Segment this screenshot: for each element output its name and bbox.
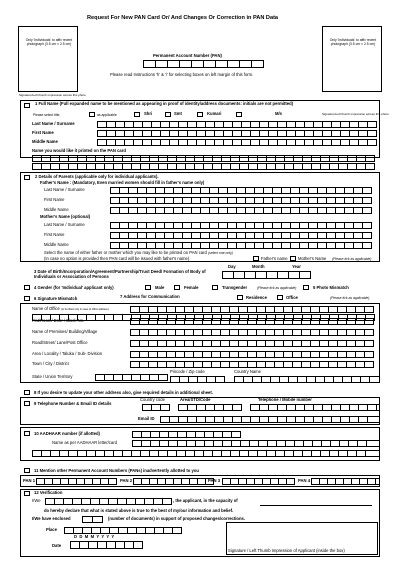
name-of-office-input[interactable] — [130, 306, 379, 313]
gender-male-checkbox[interactable] — [145, 285, 151, 290]
dob-day-label: Day — [228, 264, 236, 269]
office-option: Office — [286, 295, 298, 300]
pan-1-input[interactable] — [36, 478, 116, 485]
residence-checkbox[interactable] — [237, 295, 243, 300]
father-name-option: Father's name — [261, 256, 288, 261]
title-shri-box[interactable] — [134, 112, 140, 117]
area-input[interactable] — [130, 351, 379, 358]
pincode-input[interactable] — [170, 376, 224, 383]
gender-transgender: Transgender — [222, 285, 248, 290]
s1-last-name-label: Last Name / Surname — [32, 121, 75, 126]
section-1-title: 1 Full Name (Full expanded name to be mentioned as appearing in proof of identity/address documents: initials are not permitted) — [35, 101, 294, 106]
dob-month-label: Month — [252, 264, 265, 269]
s1-first-name-label: First Name — [32, 130, 54, 135]
print-name-label: Name you would like it printed on the PAN card — [32, 148, 126, 153]
documents-count-input[interactable] — [82, 516, 102, 523]
mother-first-name-label: First Name — [44, 232, 65, 237]
section-8-checkbox[interactable] — [24, 390, 30, 395]
title-kumari-checkbox[interactable] — [197, 112, 203, 117]
flat-input[interactable] — [130, 318, 379, 325]
area-label: Area / Locality / Taluka / Sub- Division — [32, 351, 103, 356]
mother-last-name-input[interactable] — [110, 222, 379, 229]
pan-3-label: PAN 3 — [208, 478, 221, 483]
title-kumari: Kumari — [207, 111, 222, 116]
print-name-input-2[interactable] — [32, 163, 379, 170]
s1-middle-name-input[interactable] — [97, 139, 379, 146]
pan-input[interactable] — [143, 60, 263, 68]
applicant-capacity-label: , the applicant, in the capacity of — [173, 498, 238, 503]
section-9-title: 9 Telephone Number & Email ID details — [34, 401, 112, 406]
father-first-name-label: First Name — [44, 197, 65, 202]
s2-tick-note: (Please tick as applicable) — [332, 257, 372, 261]
office-checkbox[interactable] — [277, 295, 283, 300]
verification-name-input[interactable] — [45, 498, 171, 505]
title-shri: Shri — [144, 111, 153, 116]
father-middle-name-input[interactable] — [110, 207, 379, 214]
section-6-title: 6 Signature Mismatch — [34, 296, 78, 301]
mother-name-checkbox[interactable] — [290, 256, 296, 261]
section-6-checkbox[interactable] — [24, 296, 30, 301]
section-9-checkbox[interactable] — [24, 401, 30, 406]
town-input[interactable] — [130, 361, 379, 368]
date-label: Date — [52, 543, 62, 548]
photo-instruction-left: Only 'Individuals' to affix recent photograph (3.5 cm × 2.5 cm) — [25, 38, 73, 46]
section-5-title: 5 Photo Mismatch — [313, 285, 349, 290]
section-4-checkbox[interactable] — [24, 285, 30, 290]
capacity-line[interactable] — [260, 505, 372, 506]
section-4-title: 4 Gender (for 'Individual' applicant only) — [34, 285, 114, 290]
telephone-input[interactable] — [250, 404, 379, 411]
state-input[interactable] — [95, 374, 167, 381]
father-last-name-label: Last Name / Surname — [44, 187, 85, 192]
gender-transgender-checkbox[interactable] — [212, 285, 218, 290]
name-aadhaar-label: Name as per AADHAAR letter/card — [52, 440, 117, 445]
instruction-note: Please read Instructions 'h' & 'i' for selecting boxes on left margin of this form. — [110, 72, 254, 77]
section-12-checkbox[interactable] — [24, 491, 30, 496]
photo-box-left[interactable] — [18, 26, 78, 92]
father-name-checkbox[interactable] — [253, 256, 259, 261]
flat-label: Flat/Room/ Door / Block No. — [32, 318, 85, 323]
section-8-title: 8 If you desire to update your other address also, give required details in additional sheet. — [34, 390, 213, 395]
name-aadhaar-input-2[interactable] — [32, 450, 379, 457]
signature-note-right: Signature/Left thumb impression across this photo — [322, 112, 389, 116]
section-10-checkbox[interactable] — [24, 431, 30, 436]
pan-3-input[interactable] — [222, 478, 294, 485]
mother-name-option: Mother's Name — [298, 256, 327, 261]
residence-option: Residence — [246, 295, 267, 300]
road-label: Road/Street/ Lane/Post Office — [32, 340, 88, 345]
pan-1-label: PAN 1 — [23, 478, 36, 483]
gender-female: Female — [184, 285, 199, 290]
title-ms-checkbox[interactable] — [236, 112, 242, 117]
photo-instruction-right: Only 'Individuals' to affix recent photograph (3.5 cm × 2.5 cm) — [329, 38, 377, 46]
name-aadhaar-input[interactable] — [132, 440, 379, 447]
dob-year-label: Year — [292, 264, 301, 269]
s4-tick-note: (Please tick as applicable) — [257, 286, 297, 290]
country-code-input[interactable] — [142, 404, 169, 411]
gender-female-checkbox[interactable] — [174, 285, 180, 290]
father-name-title: Father's Name : (Mandatory, Even married women should fill in father's name only) — [40, 180, 205, 185]
country-code-label: Country code — [140, 397, 165, 402]
mother-middle-name-input[interactable] — [110, 242, 379, 249]
town-label: Town / City / District — [32, 361, 69, 366]
email-input[interactable] — [160, 416, 379, 423]
name-of-office-text: Name of Office — [32, 306, 60, 311]
mother-middle-name-label: Middle Name — [44, 242, 69, 247]
gender-male: Male — [155, 285, 165, 290]
default-father-note: (In case no option is provided then PAN card will be issued with father's name) — [44, 256, 190, 261]
place-label: Place — [46, 527, 57, 532]
mother-first-name-input[interactable] — [110, 232, 379, 239]
place-input[interactable] — [64, 527, 181, 534]
signature-note-left: Signature/Left thumb impression across this photo — [19, 93, 86, 97]
dob-input[interactable] — [222, 271, 310, 279]
s1-first-name-input[interactable] — [97, 130, 379, 137]
section-11-checkbox[interactable] — [24, 468, 30, 473]
section-3-title: 3 Date of Birth/Incorporation/Agreement/Partnership/Trust Deed/ Formation of Body of Individuals or Association of Persons — [34, 269, 206, 279]
select-title-label: Please select title, — [33, 113, 61, 117]
documents-text: (number of documents) in support of proposed changes/corrections. — [108, 516, 246, 521]
email-label: Email ID — [138, 416, 155, 421]
section-7-title: 7 Address for Communication — [120, 294, 180, 299]
country-label: Country Name — [234, 369, 261, 374]
photo-box-right[interactable] — [322, 26, 382, 92]
telephone-label: Telephone / Mobile number — [258, 397, 312, 402]
pan-4-input[interactable] — [311, 478, 379, 485]
premises-label: Name of Premises/ Building/Village — [32, 329, 98, 334]
s7-tick-note: (Please tick as applicable) — [330, 296, 370, 300]
date-format: D D M M Y Y Y Y — [74, 534, 115, 539]
enclosed-label: I/We have enclosed — [32, 516, 71, 521]
section-2-title: 2 Details of Parents (applicable only for individual applicants). — [35, 174, 159, 179]
select-one-note: (select one only) — [208, 251, 233, 255]
pincode-label: Pincode / Zip code — [170, 369, 205, 374]
section-1-checkbox[interactable] — [24, 103, 30, 108]
aadhaar-input[interactable] — [132, 431, 240, 438]
father-last-name-input[interactable] — [110, 187, 379, 194]
pan-2-input[interactable] — [133, 478, 213, 485]
section-12-title: 12 Verification — [34, 490, 63, 495]
section-2-checkbox[interactable] — [24, 175, 30, 180]
print-name-input[interactable] — [32, 155, 379, 162]
date-input[interactable] — [70, 541, 142, 549]
iwe-label: I/We — [32, 498, 41, 503]
section-11-title: 11 Mention other Permanent Account Numbers (PANs) inadvertently allotted to you — [34, 468, 199, 473]
father-first-name-input[interactable] — [110, 197, 379, 204]
pan-label: Permanent Account Number (PAN) — [153, 53, 222, 58]
s1-last-name-input[interactable] — [97, 121, 379, 128]
area-std-label: Area/STD/Code — [180, 397, 211, 402]
declaration-text: do hereby declare that what is stated above is true to the best of my/our information and belief. — [44, 508, 234, 513]
father-middle-name-label: Middle Name — [44, 207, 69, 212]
s1-middle-name-label: Middle Name — [32, 139, 58, 144]
title-smt: Smt — [174, 111, 182, 116]
title-ms: M/s — [275, 111, 282, 116]
mother-name-title: Mother's Name (optional) — [40, 214, 91, 219]
pan-2-label: PAN 2 — [120, 478, 133, 483]
as-applicable-label: as applicable — [97, 113, 117, 117]
mother-last-name-label: Last Name / Surname — [44, 222, 85, 227]
title-smt-checkbox[interactable] — [165, 112, 171, 117]
form-title: Request For New PAN Card Or/ And Changes Or Correction in PAN Data — [87, 15, 279, 21]
country-input[interactable] — [234, 376, 379, 383]
premises-input[interactable] — [130, 329, 379, 336]
office-note: (to be filled only in case of office address) — [61, 308, 109, 311]
name-of-office-label — [32, 307, 109, 312]
section-10-title: 10 AADHAAR number (if allotted) — [34, 431, 100, 436]
pan-4-label: PAN 4 — [298, 478, 311, 483]
road-input[interactable] — [130, 340, 379, 347]
area-std-input[interactable] — [178, 404, 241, 411]
title-shri-checkbox[interactable] — [89, 112, 95, 117]
section-5-checkbox[interactable] — [303, 285, 309, 290]
signature-label: Signature / Left Thumb Impression of Applicant (inside the box) — [228, 548, 345, 553]
select-name-text: Select the name of either father or mother which you may like to be printed on PAN card — [44, 250, 207, 255]
state-label: State / Union Territory — [32, 374, 73, 379]
